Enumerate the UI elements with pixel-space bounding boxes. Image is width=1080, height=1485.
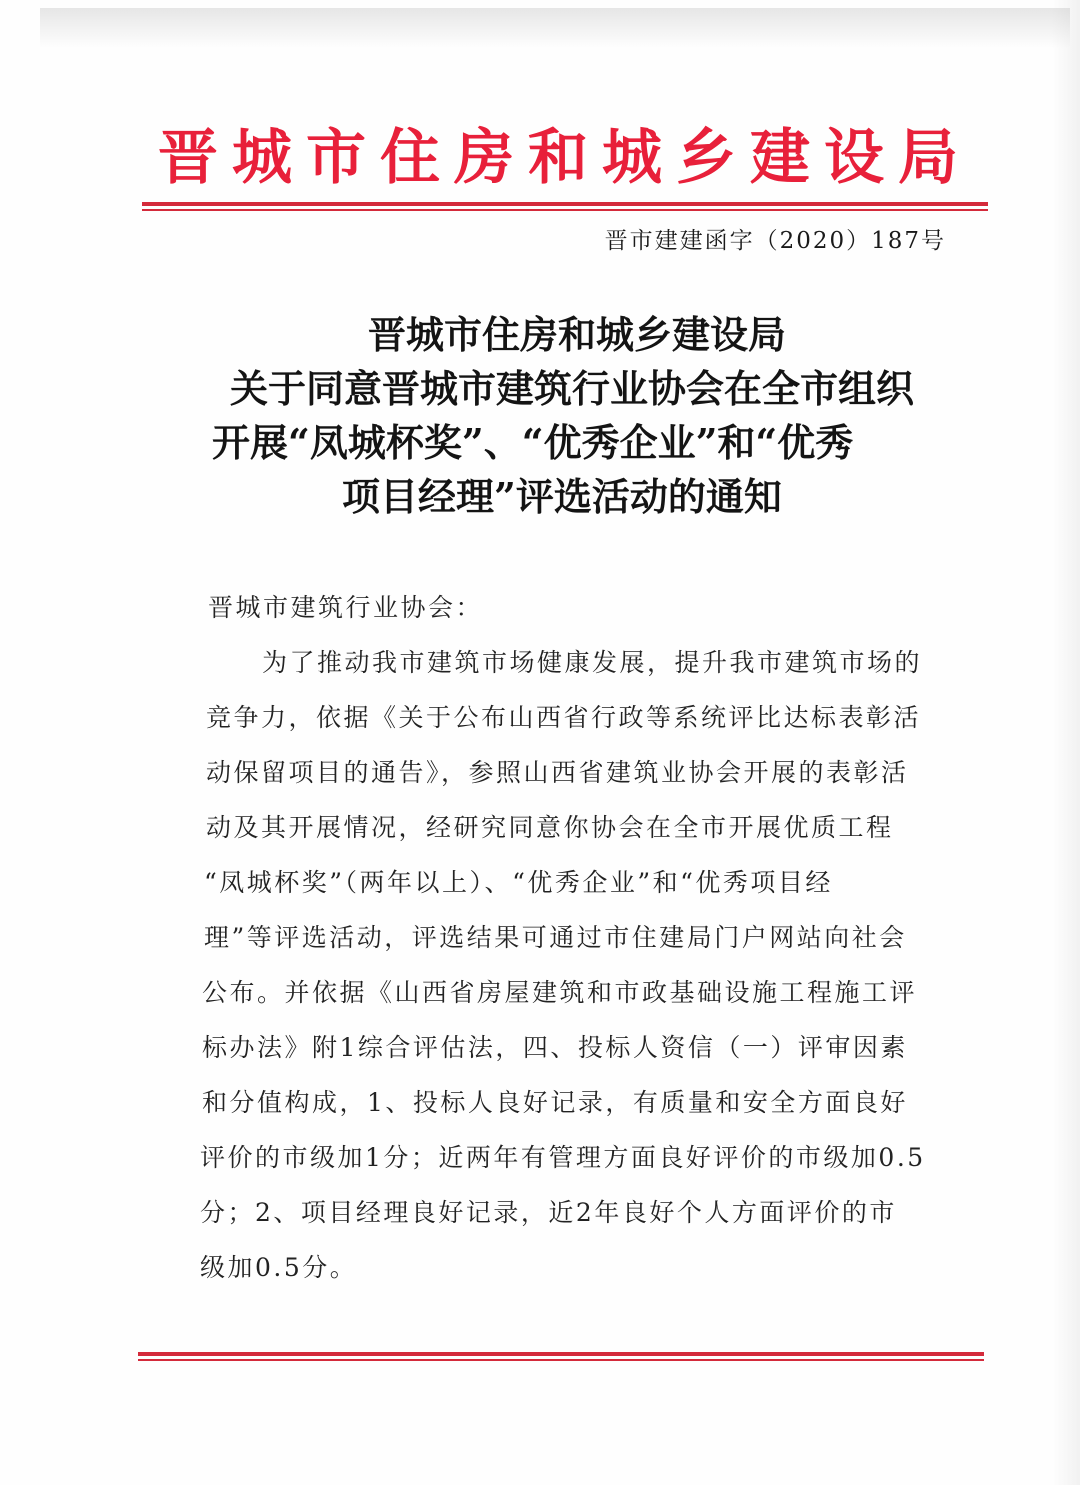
body-line: 标办法》附1综合评估法，四、投标人资信（一）评审因素	[202, 1033, 908, 1062]
letterhead-rule-thick	[142, 202, 988, 206]
notice-body	[200, 580, 960, 1295]
body-line: 评价的市级加1分；近两年有管理方面良好评价的市级加0.5	[200, 1143, 926, 1172]
document-number: 晋市建建函字（2020）187号	[604, 228, 946, 254]
title-line: 项目经理”评选活动的通知	[342, 474, 782, 519]
body-line: 和分值构成，1、投标人良好记录，有质量和安全方面良好	[202, 1088, 908, 1117]
letterhead-rule-thin	[142, 209, 988, 211]
body-line: 为了推动我市建筑市场健康发展，提升我市建筑市场的	[262, 648, 923, 677]
body-line: 级加0.5分。	[200, 1253, 358, 1282]
body-line: 竞争力，依据《关于公布山西省行政等系统评比达标表彰活	[206, 703, 922, 732]
letterhead-organization: 晋城市住房和城乡建设局	[158, 123, 972, 193]
title-line: 关于同意晋城市建筑行业协会在全市组织	[230, 366, 915, 411]
footer-rule-thin	[138, 1359, 984, 1361]
title-line: 晋城市住房和城乡建设局	[368, 312, 787, 357]
body-line: 理”等评选活动，评选结果可通过市住建局门户网站向社会	[204, 923, 907, 952]
salutation: 晋城市建筑行业协会：	[208, 593, 484, 622]
footer-rule-thick	[138, 1352, 984, 1356]
scan-shadow-top	[40, 8, 1070, 48]
notice-title	[150, 308, 1000, 524]
body-line: “凤城杯奖”（两年以上）、“优秀企业”和“优秀项目经	[204, 868, 833, 897]
body-line: 动保留项目的通告》，参照山西省建筑业协会开展的表彰活	[206, 758, 909, 787]
body-line: 公布。并依据《山西省房屋建筑和市政基础设施工程施工评	[202, 978, 918, 1007]
scan-shadow-right	[1052, 0, 1080, 1485]
title-line: 开展“凤城杯奖”、“优秀企业”和“优秀	[212, 420, 854, 465]
body-line: 动及其开展情况，经研究同意你协会在全市开展优质工程	[206, 813, 894, 842]
body-line: 分；2、项目经理良好记录，近2年良好个人方面评价的市	[200, 1198, 897, 1227]
